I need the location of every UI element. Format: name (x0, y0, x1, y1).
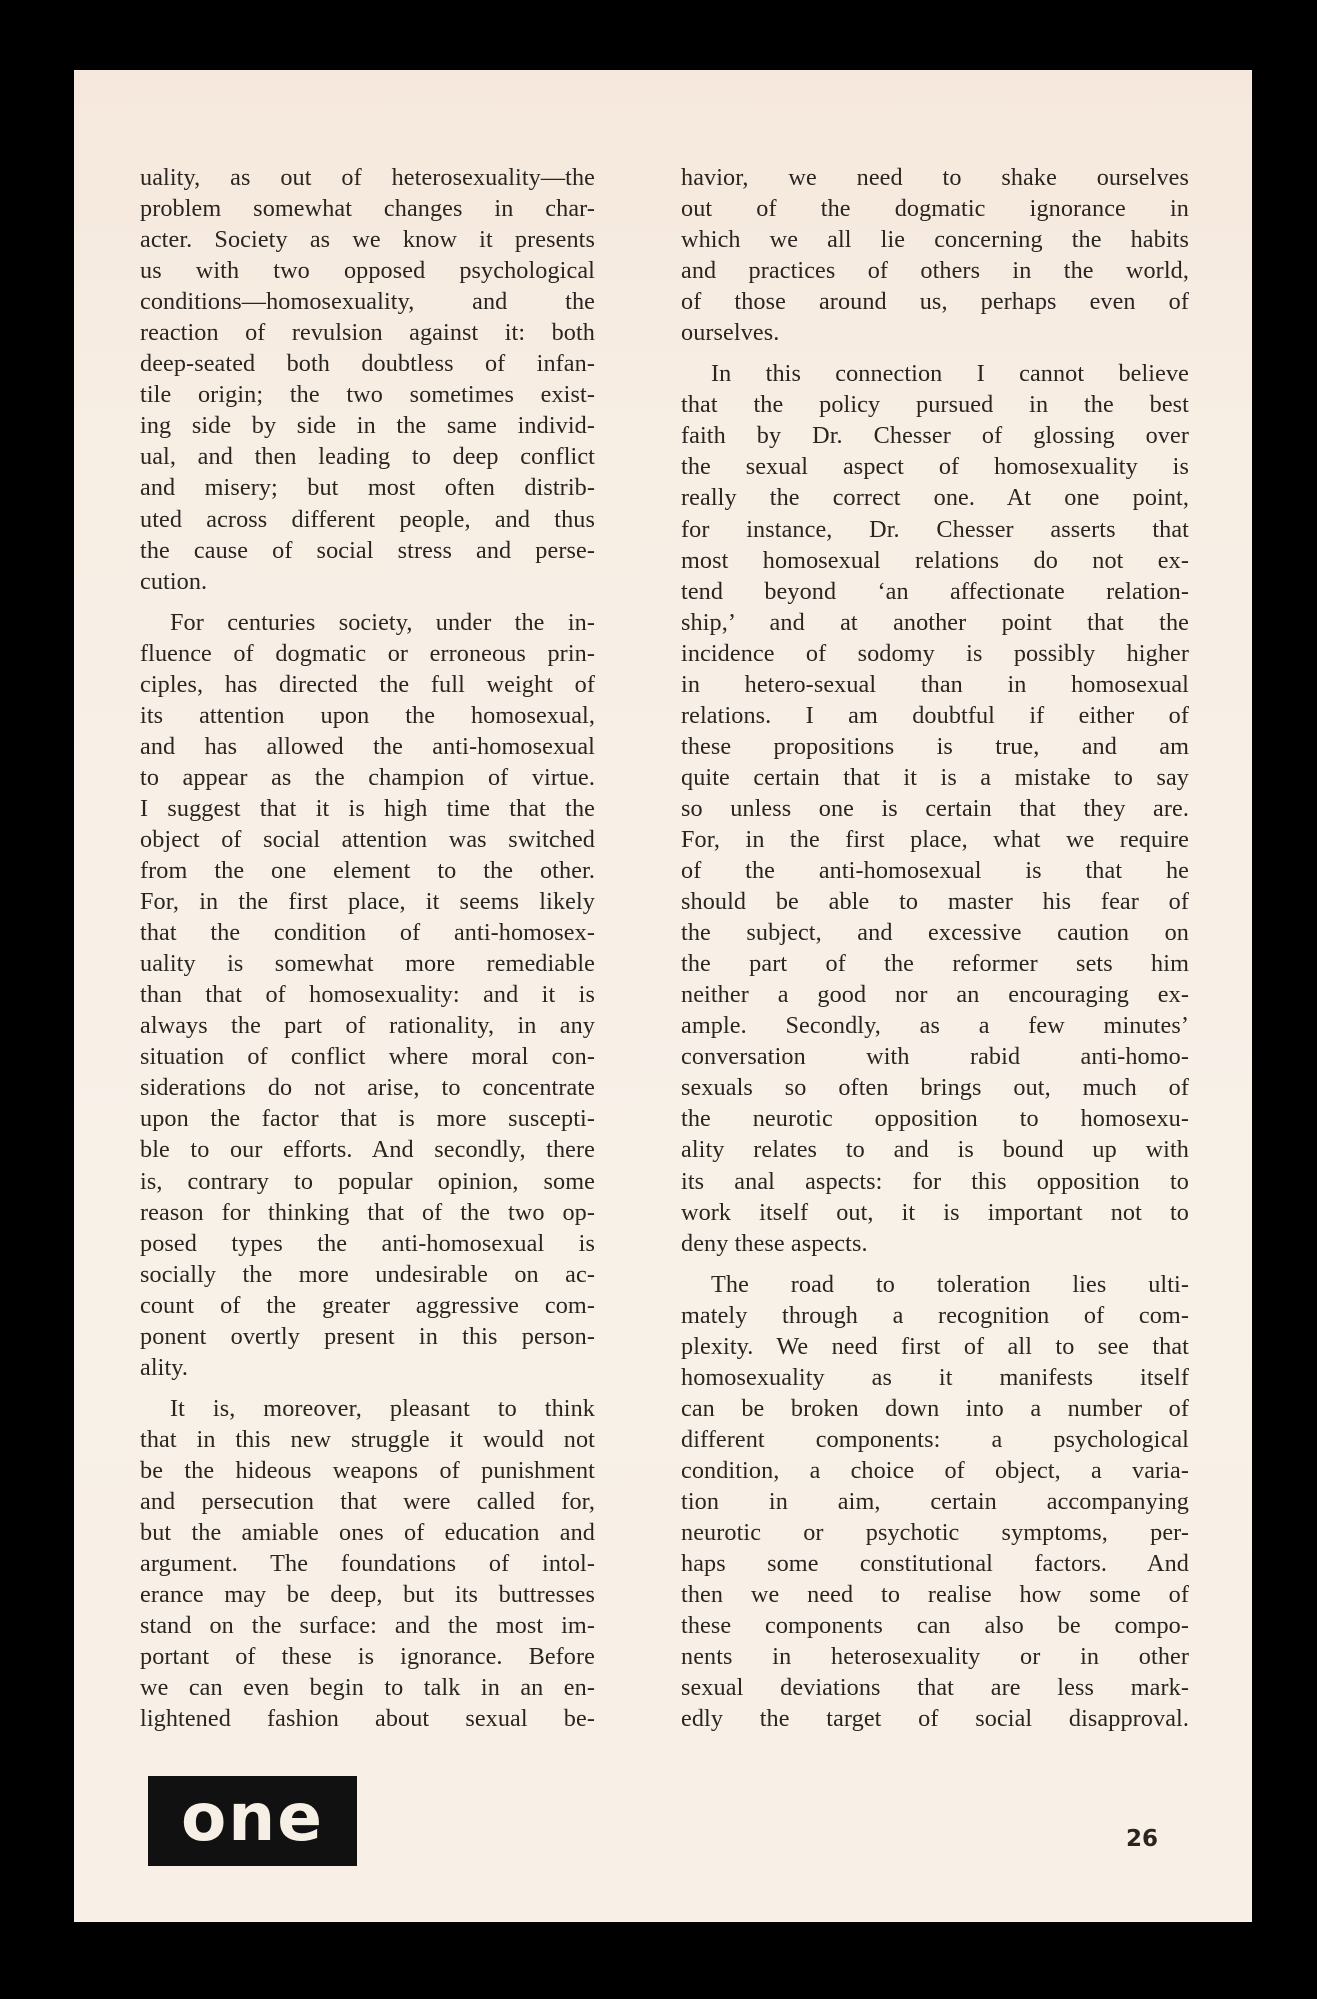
text-line: haps some constitutional factors. And (681, 1550, 1189, 1578)
text-line: posed types the anti-homosexual is (140, 1229, 595, 1257)
text-line: I suggest that it is high time that the (140, 794, 595, 822)
text-line: that the policy pursued in the best (681, 391, 1189, 419)
text-line: upon the factor that is more suscepti- (140, 1105, 595, 1133)
text-line: from the one element to the other. (140, 857, 595, 885)
text-line: It is, moreover, pleasant to think (170, 1394, 595, 1422)
text-line: ciples, has directed the full weight of (140, 670, 595, 698)
text-line: ing side by side in the same individ- (140, 412, 595, 440)
text-line: ual, and then leading to deep conflict (140, 443, 595, 471)
text-line: ship,’ and at another point that the (681, 608, 1189, 636)
text-line: we can even begin to talk in an en- (140, 1674, 595, 1702)
text-line: acter. Society as we know it presents (140, 226, 595, 254)
text-line: In this connection I cannot believe (711, 360, 1189, 388)
text-line: work itself out, it is important not to (681, 1198, 1189, 1226)
text-line: situation of conflict where moral con- (140, 1043, 595, 1071)
text-line: the cause of social stress and perse- (140, 536, 595, 564)
text-line: portant of these is ignorance. Before (140, 1643, 595, 1671)
text-line: nents in heterosexuality or in other (681, 1643, 1189, 1671)
text-line: these propositions is true, and am (681, 732, 1189, 760)
text-line: socially the more undesirable on ac- (140, 1260, 595, 1288)
page-number: 26 (1126, 1826, 1159, 1852)
right-column (681, 162, 1189, 1734)
text-line: siderations do not arise, to concentrate (140, 1074, 595, 1102)
text-line: and has allowed the anti-homosexual (140, 732, 595, 760)
text-line: plexity. We need first of all to see that (681, 1332, 1189, 1360)
text-line: the subject, and excessive caution on (681, 919, 1189, 947)
text-line: lightened fashion about sexual be- (140, 1705, 595, 1733)
text-line: in hetero-sexual than in homosexual (681, 670, 1189, 698)
text-line: these components can also be compo- (681, 1612, 1189, 1640)
text-line: its anal aspects: for this opposition to (681, 1167, 1189, 1195)
text-line: For centuries society, under the in- (170, 608, 595, 636)
text-line: that the condition of anti-homosex- (140, 919, 595, 947)
text-line: stand on the surface: and the most im- (140, 1612, 595, 1640)
text-line: cution. (140, 567, 208, 595)
text-line: uted across different people, and thus (140, 505, 595, 533)
paragraph (681, 162, 1189, 348)
text-line: always the part of rationality, in any (140, 1012, 595, 1040)
text-line: which we all lie concerning the habits (681, 226, 1189, 254)
text-line: but the amiable ones of education and (140, 1519, 595, 1547)
text-line: neither a good nor an encouraging ex- (681, 981, 1189, 1009)
text-line: condition, a choice of object, a varia- (681, 1456, 1189, 1484)
text-line: then we need to realise how some of (681, 1581, 1189, 1609)
text-line: mately through a recognition of com- (681, 1301, 1189, 1329)
text-line: sexual deviations that are less mark- (681, 1674, 1189, 1702)
text-line: ourselves. (681, 319, 780, 347)
text-line: ble to our efforts. And secondly, there (140, 1136, 595, 1164)
text-line: relations. I am doubtful if either of (681, 701, 1189, 729)
text-line: and practices of others in the world, (681, 257, 1189, 285)
paragraph (140, 607, 595, 1383)
text-line: tend beyond ‘an affectionate relation- (681, 577, 1189, 605)
text-line: object of social attention was switched (140, 825, 595, 853)
text-line: count of the greater aggressive com- (140, 1291, 595, 1319)
paragraph (681, 1269, 1189, 1735)
text-line: tile origin; the two sometimes exist- (140, 381, 595, 409)
text-line: out of the dogmatic ignorance in (681, 195, 1189, 223)
text-line: fluence of dogmatic or erroneous prin- (140, 639, 595, 667)
text-line: quite certain that it is a mistake to say (681, 763, 1189, 791)
text-line: for instance, Dr. Chesser asserts that (681, 515, 1189, 543)
text-line: neurotic or psychotic symptoms, per- (681, 1519, 1189, 1547)
text-line: so unless one is certain that they are. (681, 794, 1189, 822)
text-line: For, in the first place, it seems likely (140, 888, 595, 916)
text-line: faith by Dr. Chesser of glossing over (681, 422, 1189, 450)
paragraph (681, 358, 1189, 1258)
paragraph (140, 162, 595, 597)
text-line: ponent overtly present in this person- (140, 1322, 595, 1350)
text-line: uality, as out of heterosexuality—the (140, 164, 595, 191)
text-line: that in this new struggle it would not (140, 1425, 595, 1453)
left-column (140, 162, 595, 1734)
text-line: incidence of sodomy is possibly higher (681, 639, 1189, 667)
text-line: and persecution that were called for, (140, 1487, 595, 1515)
text-line: sexuals so often brings out, much of (681, 1074, 1189, 1102)
text-line: uality is somewhat more remediable (140, 950, 595, 978)
text-line: to appear as the champion of virtue. (140, 763, 595, 791)
text-line: the sexual aspect of homosexuality is (681, 453, 1189, 481)
text-line: than that of homosexuality: and it is (140, 981, 595, 1009)
text-line: For, in the first place, what we require (681, 825, 1189, 853)
text-line: of those around us, perhaps even of (681, 288, 1189, 316)
text-line: conditions—homosexuality, and the (140, 288, 595, 316)
text-line: The road to toleration lies ulti- (711, 1270, 1189, 1298)
text-line: conversation with rabid anti-homo- (681, 1043, 1189, 1071)
text-line: be the hideous weapons of punishment (140, 1456, 595, 1484)
text-line: argument. The foundations of intol- (140, 1550, 595, 1578)
text-line: of the anti-homosexual is that he (681, 857, 1189, 885)
text-line: the part of the reformer sets him (681, 950, 1189, 978)
text-line: can be broken down into a number of (681, 1394, 1189, 1422)
publication-logo (148, 1776, 357, 1866)
text-line: is, contrary to popular opinion, some (140, 1167, 595, 1195)
text-line: reaction of revulsion against it: both (140, 319, 595, 347)
text-line: problem somewhat changes in char- (140, 195, 595, 223)
text-line: edly the target of social disapproval. (681, 1705, 1189, 1733)
text-line: most homosexual relations do not ex- (681, 546, 1189, 574)
text-line: ality relates to and is bound up with (681, 1136, 1189, 1164)
text-line: the neurotic opposition to homosexu- (681, 1105, 1189, 1133)
text-line: really the correct one. At one point, (681, 484, 1189, 512)
logo-text: one (180, 1779, 325, 1856)
text-line: its attention upon the homosexual, (140, 701, 595, 729)
text-line: deny these aspects. (681, 1229, 868, 1257)
text-line: us with two opposed psychological (140, 257, 595, 285)
text-line: havior, we need to shake ourselves (681, 164, 1189, 191)
text-line: homosexuality as it manifests itself (681, 1363, 1189, 1391)
magazine-page (74, 70, 1252, 1922)
text-line: reason for thinking that of the two op- (140, 1198, 595, 1226)
text-line: and misery; but most often distrib- (140, 474, 595, 502)
text-line: deep-seated both doubtless of infan- (140, 350, 595, 378)
text-line: erance may be deep, but its buttresses (140, 1581, 595, 1609)
text-line: ality. (140, 1353, 189, 1381)
text-line: ample. Secondly, as a few minutes’ (681, 1012, 1189, 1040)
text-line: should be able to master his fear of (681, 888, 1189, 916)
paragraph (140, 1393, 595, 1735)
text-line: tion in aim, certain accompanying (681, 1487, 1189, 1515)
text-line: different components: a psychological (681, 1425, 1189, 1453)
